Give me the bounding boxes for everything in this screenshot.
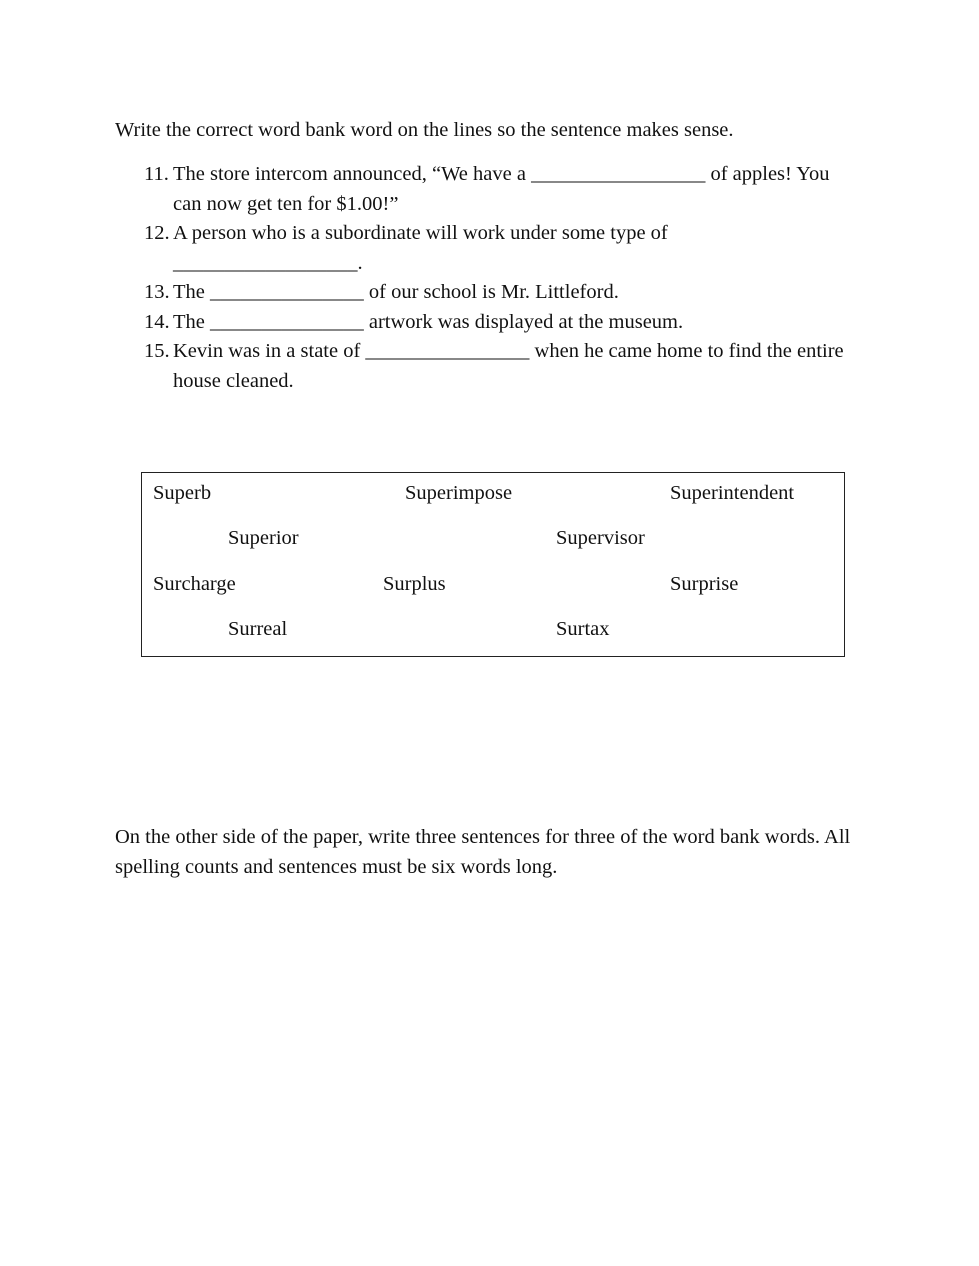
- word-bank-word: Supervisor: [556, 527, 645, 549]
- question-text: Kevin was in a state of ________________ when he came home to find the entire house cleaned.: [173, 340, 844, 392]
- word-bank-word: Surplus: [383, 573, 446, 595]
- question-number: 12.: [144, 222, 170, 244]
- question-number: 11.: [144, 163, 169, 185]
- question-text: The _______________ artwork was displayed at the museum.: [173, 310, 684, 333]
- question-12: [115, 219, 875, 278]
- question-text: The _______________ of our school is Mr. Littleford.: [173, 281, 619, 303]
- question-number: 13.: [144, 281, 170, 303]
- question-number: 14.: [144, 310, 170, 333]
- closing-instructions: On the other side of the paper, write three sentences for three of the word bank words. All spelling counts and sentences must be six words long.: [115, 826, 851, 878]
- question-text: The store intercom announced, “We have a _________________ of apples! You can now get ten for $1.00!”: [173, 163, 830, 215]
- word-bank-box: [141, 472, 845, 657]
- question-number: 15.: [144, 340, 170, 362]
- word-bank-word: Surreal: [228, 618, 288, 640]
- word-bank-word: Surtax: [556, 618, 610, 640]
- word-bank-word: Surprise: [670, 573, 739, 595]
- word-bank-word: Superb: [153, 482, 212, 504]
- word-bank-word: Superimpose: [405, 482, 513, 504]
- instructions-text: Write the correct word bank word on the lines so the sentence makes sense.: [115, 119, 734, 141]
- question-14: [115, 308, 875, 338]
- question-text: A person who is a subordinate will work under some type of __________________.: [173, 222, 668, 274]
- word-bank-word: Surcharge: [153, 573, 236, 595]
- word-bank-word: Superior: [228, 527, 299, 549]
- question-list: [115, 160, 875, 396]
- question-13: [115, 278, 875, 308]
- word-bank-word: Superintendent: [670, 482, 795, 504]
- question-15: [115, 337, 875, 396]
- question-11: [115, 160, 875, 219]
